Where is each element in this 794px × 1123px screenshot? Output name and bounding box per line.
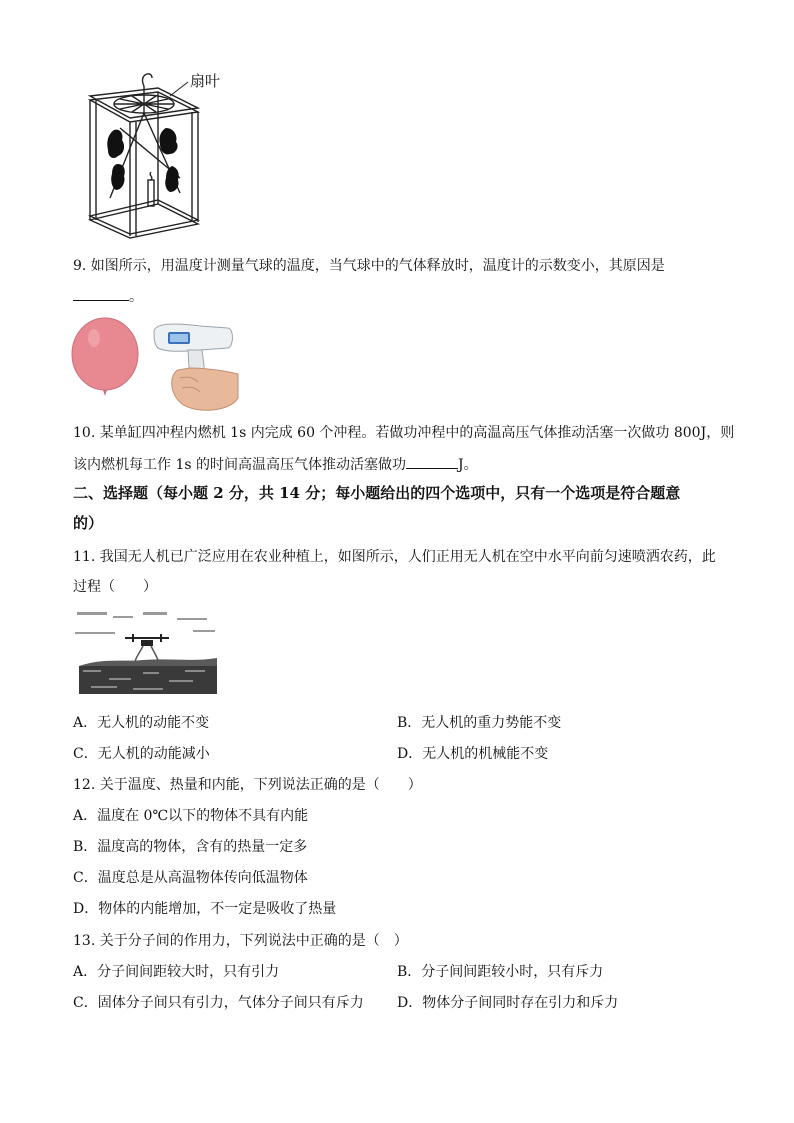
q11-line1: 11. 我国无人机已广泛应用在农业种植上，如图所示，人们正用无人机在空中水平向前匀速喷洒农药，此 xyxy=(73,549,716,565)
infrared-thermometer-icon xyxy=(154,324,238,410)
q13-option-d[interactable]: D．物体分子间同时存在引力和斥力 xyxy=(397,995,619,1011)
fan-blade-label: 扇叶 xyxy=(190,72,221,90)
q10-answer-blank[interactable] xyxy=(406,454,458,469)
drone-spraying-figure xyxy=(73,608,221,696)
q11-option-a[interactable]: A．无人机的动能不变 xyxy=(73,715,210,731)
q10-line2-post: J。 xyxy=(458,457,478,473)
balloon-icon xyxy=(72,318,138,396)
q9-tail: 。 xyxy=(129,289,143,305)
q10-line2 xyxy=(73,454,478,474)
balloon-thermometer-figure xyxy=(70,312,240,414)
q11-option-b[interactable]: B．无人机的重力势能不变 xyxy=(397,715,562,731)
section-heading-line1: 二、选择题（每小题 2 分，共 14 分；每小题给出的四个选项中，只有一个选项是符合题意 xyxy=(73,484,681,502)
q10-line1: 10. 某单缸四冲程内燃机 1s 内完成 60 个冲程。若做功冲程中的高温高压气体推动活塞一次做功 800J，则 xyxy=(73,425,735,441)
revolving-lantern-icon xyxy=(80,68,240,240)
q12-stem: 12. 关于温度、热量和内能，下列说法正确的是（ ） xyxy=(73,777,422,793)
q12-option-b[interactable]: B．温度高的物体，含有的热量一定多 xyxy=(73,839,308,855)
q11-line2: 过程（ ） xyxy=(73,579,157,595)
q11-option-d[interactable]: D．无人机的机械能不变 xyxy=(397,746,549,762)
q13-option-a[interactable]: A．分子间间距较大时，只有引力 xyxy=(73,964,280,980)
lantern-figure xyxy=(80,68,240,240)
q9-answer-line xyxy=(73,286,143,306)
q13-option-c[interactable]: C．固体分子间只有引力，气体分子间只有斥力 xyxy=(73,995,364,1011)
section-heading-line2: 的） xyxy=(73,514,104,532)
q9-answer-blank[interactable] xyxy=(73,286,129,301)
q12-option-d[interactable]: D．物体的内能增加，不一定是吸收了热量 xyxy=(73,901,337,917)
q12-option-a[interactable]: A．温度在 0℃以下的物体不具有内能 xyxy=(73,808,309,824)
q9-stem: 9. 如图所示，用温度计测量气球的温度，当气球中的气体释放时，温度计的示数变小，其原因是 xyxy=(73,258,665,274)
q12-option-c[interactable]: C．温度总是从高温物体传向低温物体 xyxy=(73,870,308,886)
q11-option-c[interactable]: C．无人机的动能减小 xyxy=(73,746,210,762)
q10-line2-pre: 该内燃机每工作 1s 的时间高温高压气体推动活塞做功 xyxy=(73,457,406,473)
q13-option-b[interactable]: B．分子间间距较小时，只有斥力 xyxy=(397,964,604,980)
q13-stem: 13. 关于分子间的作用力，下列说法中正确的是（ ） xyxy=(73,933,408,949)
